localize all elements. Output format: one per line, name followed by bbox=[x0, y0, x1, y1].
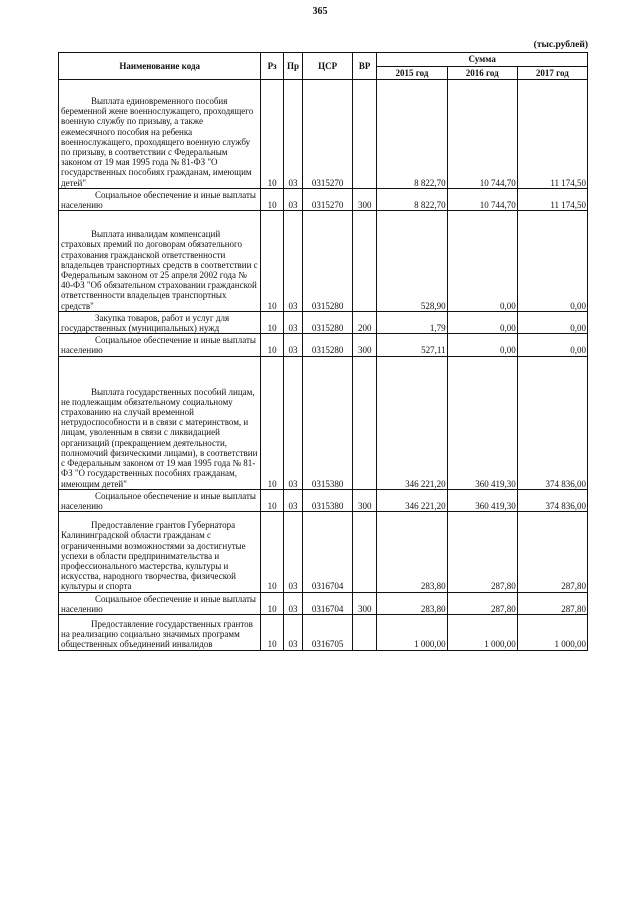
row-name: Выплата инвалидам компенсаций страховых премий по договорам обязательного страхования гражданской ответственности владельцев транспортных средств в соответствии с Федеральным законом от 25 апреля 2002 года № 40-ФЗ "Об обязательном страховании гражданской ответственности владельцев транспортных средств" bbox=[59, 211, 261, 312]
row-name: Социальное обеспечение и иные выплаты населению bbox=[59, 592, 261, 614]
row-name: Выплата единовременного пособия беременной жене военнослужащего, проходящего военную службу по призыву, а также ежемесячного пособия на ребенка военнослужащего, проходящего военную службу по призыву, в соответствии с Федеральным законом от 19 мая 1995 года № 81-ФЗ "О государственных пособиях гражданам, имеющим детей" bbox=[59, 80, 261, 189]
row-name: Социальное обеспечение и иные выплаты населению bbox=[59, 188, 261, 210]
header-rz: Рз bbox=[261, 53, 283, 80]
budget-table bbox=[58, 52, 588, 651]
table-row bbox=[59, 334, 588, 356]
row-2015: 1 000,00 bbox=[377, 614, 447, 650]
row-2015: 346 221,20 bbox=[377, 356, 447, 489]
header-csr: ЦСР bbox=[303, 53, 353, 80]
row-2015: 283,80 bbox=[377, 512, 447, 592]
row-name: Закупка товаров, работ и услуг для государственных (муниципальных) нужд bbox=[59, 311, 261, 333]
row-pr: 03 bbox=[283, 489, 302, 511]
table-row bbox=[59, 489, 588, 511]
row-csr: 0315380 bbox=[303, 489, 353, 511]
row-csr: 0315380 bbox=[303, 356, 353, 489]
row-pr: 03 bbox=[283, 512, 302, 592]
header-2015: 2015 год bbox=[377, 67, 447, 80]
row-vr: 300 bbox=[352, 592, 376, 614]
row-rz: 10 bbox=[261, 592, 283, 614]
row-vr: 300 bbox=[352, 188, 376, 210]
row-2017: 374 836,00 bbox=[517, 356, 587, 489]
row-csr: 0316705 bbox=[303, 614, 353, 650]
row-pr: 03 bbox=[283, 592, 302, 614]
row-name: Выплата государственных пособий лицам, не подлежащим обязательному социальному страхованию на случай временной нетрудоспособности и в связи с материнством, и лицам, уволенным в связи с ликвидацией организаций (прекращением деятельности, полномочий физическими лицами), в соответствии с Федеральным законом от 19 мая 1995 года № 81-ФЗ "О государственных пособиях гражданам, имеющим детей" bbox=[59, 356, 261, 489]
header-sum: Сумма bbox=[377, 53, 588, 67]
row-csr: 0316704 bbox=[303, 592, 353, 614]
row-2017: 0,00 bbox=[517, 311, 587, 333]
row-2016: 0,00 bbox=[447, 211, 517, 312]
row-2016: 360 419,30 bbox=[447, 489, 517, 511]
row-2016: 360 419,30 bbox=[447, 356, 517, 489]
row-2016: 1 000,00 bbox=[447, 614, 517, 650]
row-name: Предоставление грантов Губернатора Калининградской области гражданам с ограниченными возможностями за достигнутые успехи в области предпринимательства и профессионального мастерства, культуры и искусства, народного творчества, физической культуры и спорта bbox=[59, 512, 261, 592]
row-vr: 300 bbox=[352, 334, 376, 356]
row-pr: 03 bbox=[283, 614, 302, 650]
row-2017: 0,00 bbox=[517, 211, 587, 312]
table-row bbox=[59, 80, 588, 189]
row-2016: 287,80 bbox=[447, 512, 517, 592]
row-vr bbox=[352, 356, 376, 489]
row-2017: 0,00 bbox=[517, 334, 587, 356]
row-vr bbox=[352, 211, 376, 312]
row-2016: 10 744,70 bbox=[447, 188, 517, 210]
table-row bbox=[59, 211, 588, 312]
row-rz: 10 bbox=[261, 311, 283, 333]
header-2016: 2016 год bbox=[447, 67, 517, 80]
row-csr: 0316704 bbox=[303, 512, 353, 592]
table-row bbox=[59, 188, 588, 210]
table-row bbox=[59, 311, 588, 333]
table-row bbox=[59, 592, 588, 614]
row-name: Социальное обеспечение и иные выплаты населению bbox=[59, 489, 261, 511]
row-2015: 8 822,70 bbox=[377, 80, 447, 189]
row-vr bbox=[352, 512, 376, 592]
row-rz: 10 bbox=[261, 80, 283, 189]
row-2015: 283,80 bbox=[377, 592, 447, 614]
row-pr: 03 bbox=[283, 211, 302, 312]
header-vr: ВР bbox=[352, 53, 376, 80]
page-number: 365 bbox=[312, 6, 328, 17]
row-2016: 287,80 bbox=[447, 592, 517, 614]
row-rz: 10 bbox=[261, 512, 283, 592]
row-2017: 11 174,50 bbox=[517, 188, 587, 210]
row-csr: 0315270 bbox=[303, 80, 353, 189]
row-rz: 10 bbox=[261, 614, 283, 650]
row-2017: 1 000,00 bbox=[517, 614, 587, 650]
row-2015: 8 822,70 bbox=[377, 188, 447, 210]
row-vr: 200 bbox=[352, 311, 376, 333]
row-2017: 287,80 bbox=[517, 592, 587, 614]
row-csr: 0315280 bbox=[303, 211, 353, 312]
row-rz: 10 bbox=[261, 211, 283, 312]
row-rz: 10 bbox=[261, 356, 283, 489]
row-csr: 0315270 bbox=[303, 188, 353, 210]
units-label: (тыс.рублей) bbox=[533, 40, 588, 50]
row-rz: 10 bbox=[261, 489, 283, 511]
row-pr: 03 bbox=[283, 311, 302, 333]
row-2017: 374 836,00 bbox=[517, 489, 587, 511]
row-pr: 03 bbox=[283, 356, 302, 489]
row-2017: 287,80 bbox=[517, 512, 587, 592]
row-pr: 03 bbox=[283, 188, 302, 210]
row-csr: 0315280 bbox=[303, 334, 353, 356]
row-pr: 03 bbox=[283, 334, 302, 356]
row-2015: 1,79 bbox=[377, 311, 447, 333]
table-row bbox=[59, 614, 588, 650]
row-pr: 03 bbox=[283, 80, 302, 189]
table-row bbox=[59, 356, 588, 489]
row-vr: 300 bbox=[352, 489, 376, 511]
row-2015: 528,90 bbox=[377, 211, 447, 312]
row-vr bbox=[352, 614, 376, 650]
row-2016: 10 744,70 bbox=[447, 80, 517, 189]
header-2017: 2017 год bbox=[517, 67, 587, 80]
row-2017: 11 174,50 bbox=[517, 80, 587, 189]
header-name: Наименование кода bbox=[59, 53, 261, 80]
row-2015: 346 221,20 bbox=[377, 489, 447, 511]
row-csr: 0315280 bbox=[303, 311, 353, 333]
header-pr: Пр bbox=[283, 53, 302, 80]
row-2016: 0,00 bbox=[447, 334, 517, 356]
row-rz: 10 bbox=[261, 188, 283, 210]
table-row bbox=[59, 512, 588, 592]
row-2015: 527,11 bbox=[377, 334, 447, 356]
row-name: Социальное обеспечение и иные выплаты населению bbox=[59, 334, 261, 356]
row-name: Предоставление государственных грантов на реализацию социально значимых программ общественных объединений инвалидов bbox=[59, 614, 261, 650]
row-vr bbox=[352, 80, 376, 189]
row-2016: 0,00 bbox=[447, 311, 517, 333]
row-rz: 10 bbox=[261, 334, 283, 356]
